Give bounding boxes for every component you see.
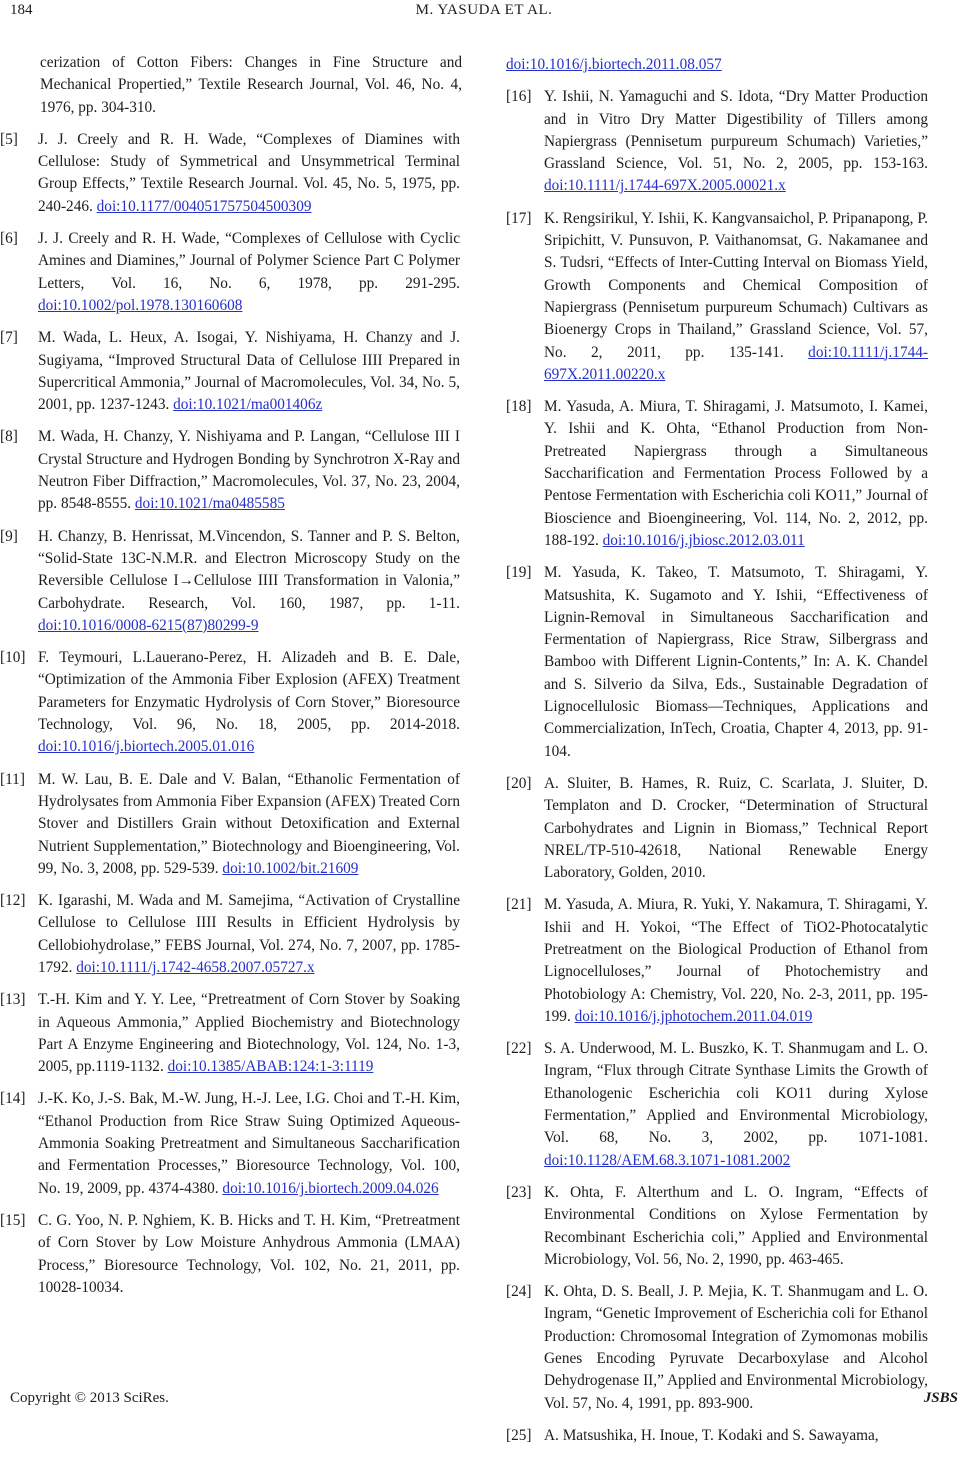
reference-entry: [0, 890, 460, 979]
reference-number: [18]: [506, 398, 532, 416]
reference-entry: [40, 52, 462, 119]
reference-text: M. Yasuda, A. Miura, R. Yuki, Y. Nakamura, T. Shiragami, Y. Ishii and H. Yokoi, “The Effect of TiO2-Photocatalytic Pretreatment on the Biological Production of Ethanol from Lignocelluloses,” Journal of Photochemistry and Photobiology A: Chemistry, Vol. 220, No. 2-3, 2011, pp. 195-199.: [544, 896, 928, 1025]
reference-entry: [506, 396, 928, 552]
journal-abbreviation: JSBS: [923, 1390, 958, 1406]
reference-number: [7]: [0, 329, 18, 347]
reference-number: [14]: [0, 1090, 26, 1108]
running-head: M. YASUDA ET AL.: [415, 2, 553, 18]
reference-text: H. Chanzy, B. Henrissat, M.Vincendon, S. Tanner and P. S. Belton, “Solid-State 13C-N.M.R. and Electron Microscopy Study on the Reversible Cellulose I→Cellulose IIII Transformation in Valonia,” Carbohydrate. Research, Vol. 160, 1987, pp. 1-11.: [38, 527, 460, 612]
left-column: [0, 52, 462, 1309]
reference-entry: [0, 1088, 460, 1199]
reference-text: M. Wada, L. Heux, A. Isogai, Y. Nishiyama, H. Chanzy and J. Sugiyama, “Improved Structural Data of Cellulose IIII Prepared in Supercritical Ammonia,” Journal of Macromolecules, Vol. 34, No. 5, 2001, pp. 1237-1243.: [38, 329, 460, 414]
reference-entry: [506, 1038, 928, 1172]
reference-number: [10]: [0, 649, 26, 667]
reference-number: [23]: [506, 1183, 532, 1201]
reference-text: K. Ohta, D. S. Beall, J. P. Mejia, K. T. Shanmugam and L. O. Ingram, “Genetic Improvement of Escherichia coli for Ethanol Production: Chromosomal Integration of Zymomonas mobilis Genes Encoding Pyruvate Decarboxylase and Alcohol Dehydrogenase II,” Applied and Environmental Microbiology, Vol. 57, No. 4, 1991, pp. 893-900.: [544, 1283, 928, 1412]
reference-entry: [506, 54, 928, 76]
reference-text: cerization of Cotton Fibers: Changes in Fine Structure and Mechanical Propertied,” Textile Research Journal, Vol. 46, No. 4, 1976, pp. 304-310.: [40, 54, 462, 116]
reference-number: [25]: [506, 1426, 532, 1444]
reference-text: J.-K. Ko, J.-S. Bak, M.-W. Jung, H.-J. Lee, I.G. Choi and T.-H. Kim, “Ethanol Production from Rice Straw Suing Optimized Aqueous-Ammonia Soaking Pretreatment and Simultaneous Saccharification and Fermentation Processes,” Bioresource Technology, Vol. 100, No. 19, 2009, pp. 4374-4380.: [38, 1090, 460, 1197]
reference-number: [6]: [0, 230, 18, 248]
reference-entry: [0, 769, 460, 880]
reference-text: K. Ohta, F. Alterthum and L. O. Ingram, “Effects of Environmental Conditions on Xylose Fermentation by Recombinant Escherichia coli,” Applied and Environmental Microbiology, Vol. 56, No. 2, 1990, pp. 463-465.: [544, 1183, 928, 1268]
page-number: 184: [10, 2, 33, 18]
reference-number: [21]: [506, 896, 532, 914]
doi-link[interactable]: doi:10.1111/j.1744-697X.2011.00220.x: [544, 343, 928, 383]
reference-entry: [0, 989, 460, 1078]
reference-entry: [506, 1281, 928, 1415]
reference-entry: [506, 1425, 928, 1447]
reference-number: [24]: [506, 1283, 532, 1301]
reference-number: [16]: [506, 88, 532, 106]
reference-entry: [506, 208, 928, 386]
doi-link[interactable]: doi:10.1002/pol.1978.130160608: [38, 296, 243, 314]
reference-entry: [0, 129, 460, 218]
reference-text: J. J. Creely and R. H. Wade, “Complexes of Cellulose with Cyclic Amines and Diamines,” Journal of Polymer Science Part C Polymer Letters, Vol. 16, No. 6, 1978, pp. 291-295.: [38, 230, 460, 292]
doi-link[interactable]: doi:10.1016/j.jphotochem.2011.04.019: [574, 1007, 813, 1025]
reference-number: [20]: [506, 774, 532, 792]
reference-text: J. J. Creely and R. H. Wade, “Complexes of Diamines with Cellulose: Study of Symmetrical and Unsymmetrical Terminal Group Effects,” Textile Research Journal. Vol. 45, No. 5, 1975, pp. 240-246.: [38, 130, 460, 215]
reference-entry: [506, 773, 928, 884]
reference-number: [22]: [506, 1040, 532, 1058]
reference-number: [15]: [0, 1211, 26, 1229]
reference-entry: [0, 228, 460, 317]
doi-link[interactable]: doi:10.1385/ABAB:124:1-3:1119: [167, 1058, 374, 1076]
doi-link[interactable]: doi:10.1016/j.biortech.2005.01.016: [38, 738, 255, 756]
reference-entry: [0, 647, 460, 758]
reference-entry: [506, 894, 928, 1028]
reference-number: [9]: [0, 527, 18, 545]
reference-number: [5]: [0, 130, 18, 148]
reference-text: T.-H. Kim and Y. Y. Lee, “Pretreatment of Corn Stover by Soaking in Aqueous Ammonia,” Applied Biochemistry and Biotechnology Part A Enzyme Engineering and Biotechnology, Vol. 124, No. 1-3, 2005, pp.1119-1132.: [38, 991, 460, 1076]
reference-entry: [0, 1210, 460, 1299]
reference-number: [8]: [0, 428, 18, 446]
reference-entry: [0, 526, 460, 637]
doi-link[interactable]: doi:10.1016/j.biortech.2011.08.057: [506, 56, 722, 73]
right-column: [506, 54, 928, 1457]
doi-link[interactable]: doi:10.1128/AEM.68.3.1071-1081.2002: [544, 1151, 791, 1169]
reference-number: [19]: [506, 564, 532, 582]
reference-number: [11]: [0, 770, 25, 788]
page-header: [0, 0, 968, 30]
doi-link[interactable]: doi:10.1021/ma001406z: [173, 396, 323, 414]
doi-link[interactable]: doi:10.1016/j.jbiosc.2012.03.011: [602, 531, 805, 549]
doi-link[interactable]: doi:10.1021/ma0485585: [134, 495, 285, 513]
doi-link[interactable]: doi:10.1016/0008-6215(87)80299-9: [38, 616, 259, 634]
reference-number: [13]: [0, 991, 26, 1009]
reference-entry: [0, 426, 460, 515]
copyright-notice: Copyright © 2013 SciRes.: [10, 1390, 169, 1406]
doi-link[interactable]: doi:10.1177/004051757504500309: [96, 197, 312, 215]
reference-text: C. G. Yoo, N. P. Nghiem, K. B. Hicks and T. H. Kim, “Pretreatment of Corn Stover by Low Moisture Anhydrous Ammonia (LMAA) Process,” Bioresource Technology, Vol. 102, No. 21, 2011, pp. 10028-10034.: [38, 1211, 460, 1296]
reference-entry: [506, 1182, 928, 1271]
reference-text: M. Wada, H. Chanzy, Y. Nishiyama and P. Langan, “Cellulose III I Crystal Structure and Hydrogen Bonding by Synchrotron X-Ray and Neutron Fiber Diffraction,” Macromolecules, Vol. 37, No. 23, 2004, pp. 8548-8555.: [38, 428, 460, 513]
reference-number: [12]: [0, 892, 26, 910]
reference-text: K. Rengsirikul, Y. Ishii, K. Kangvansaichol, P. Pripanapong, P. Sripichitt, V. Punsuvon, P. Vaithanomsat, G. Nakamanee and S. Tudsri, “Effects of Inter-Cutting Interval on Biomass Yield, Growth Components and Chemical Composition of Napiergrass (Pennisetum purpureum Schumach) Cultivars as Bioenergy Crops in Thailand,” Grassland Science, Vol. 57, No. 2, 2011, pp. 135-141.: [544, 209, 928, 361]
reference-text: A. Sluiter, B. Hames, R. Ruiz, C. Scarlata, J. Sluiter, D. Templaton and D. Crocker, “Determination of Structural Carbohydrates and Lignin in Biomass,” Technical Report NREL/TP-510-42618, National Renewable Energy Laboratory, Golden, 2010.: [544, 774, 928, 882]
reference-entry: [0, 327, 460, 416]
reference-entry: [506, 86, 928, 197]
reference-text: M. Yasuda, K. Takeo, T. Matsumoto, T. Shiragami, Y. Matsushita, K. Sugamoto and Y. Ishii, “Effectiveness of Lignin-Removal in Simultaneous Saccharification and Fermentation of Napiergrass, Rice Straw, Silbergrass and Bamboo with Different Lignin-Contents,” In: A. K. Chandel and S. Silverio da Silva, Eds., Sustainable Degradation of Lignocellulosic Biomass—Techniques, Applications and Commercialization, InTech, Croatia, Chapter 4, 2013, pp. 91-104.: [544, 564, 928, 760]
doi-link[interactable]: doi:10.1111/j.1744-697X.2005.00021.x: [544, 177, 786, 195]
doi-link[interactable]: doi:10.1111/j.1742-4658.2007.05727.x: [76, 958, 315, 976]
reference-text: A. Matsushika, H. Inoue, T. Kodaki and S. Sawayama,: [544, 1426, 879, 1444]
reference-text: F. Teymouri, L.Lauerano-Perez, H. Alizadeh and B. E. Dale, “Optimization of the Ammonia Fiber Explosion (AFEX) Treatment Parameters for Enzymatic Hydrolysis of Corn Stover,” Bioresource Technology, Vol. 96, No. 18, 2005, pp. 2014-2018.: [38, 649, 460, 734]
reference-number: [17]: [506, 209, 532, 227]
doi-link[interactable]: doi:10.1002/bit.21609: [222, 859, 359, 877]
reference-entry: [506, 562, 928, 763]
reference-text: Y. Ishii, N. Yamaguchi and S. Idota, “Dry Matter Production and in Vitro Dry Matter Digestibility of Tillers among Napiergrass (Pennisetum purpureum Schumach) Varieties,” Grassland Science, Vol. 51, No. 2, 2005, pp. 153-163.: [544, 88, 928, 173]
reference-text: K. Igarashi, M. Wada and M. Samejima, “Activation of Crystalline Cellulose to Cellulose IIII Results in Efficient Hydrolysis by Cellobiohydrolase,” FEBS Journal, Vol. 274, No. 7, 2007, pp. 1785-1792.: [38, 892, 460, 976]
doi-link[interactable]: doi:10.1016/j.biortech.2009.04.026: [222, 1179, 439, 1197]
reference-text: M. Yasuda, A. Miura, T. Shiragami, J. Matsumoto, I. Kamei, Y. Ishii and K. Ohta, “Ethanol Production from Non-Pretreated Napiergrass through a Simultaneous Saccharification and Fermentation Process Followed by a Pentose Fermentation with Escherichia coli KO11,” Journal of Bioscience and Bioengineering, Vol. 114, No. 2, 2012, pp. 188-192.: [544, 398, 928, 549]
reference-text: S. A. Underwood, M. L. Buszko, K. T. Shanmugam and L. O. Ingram, “Flux through Citrate Synthase Limits the Growth of Ethanologenic Escherichia coli KO11 during Xylose Fermentation,” Applied and Environmental Microbiology, Vol. 68, No. 3, 2002, pp. 1071-1081.: [544, 1040, 928, 1147]
reference-text: M. W. Lau, B. E. Dale and V. Balan, “Ethanolic Fermentation of Hydrolysates from Ammonia Fiber Expansion (AFEX) Treated Corn Stover and Distillers Grain without Detoxification and External Nutrient Supplementation,” Biotechnology and Bioengineering, Vol. 99, No. 3, 2008, pp. 529-539.: [38, 770, 460, 877]
